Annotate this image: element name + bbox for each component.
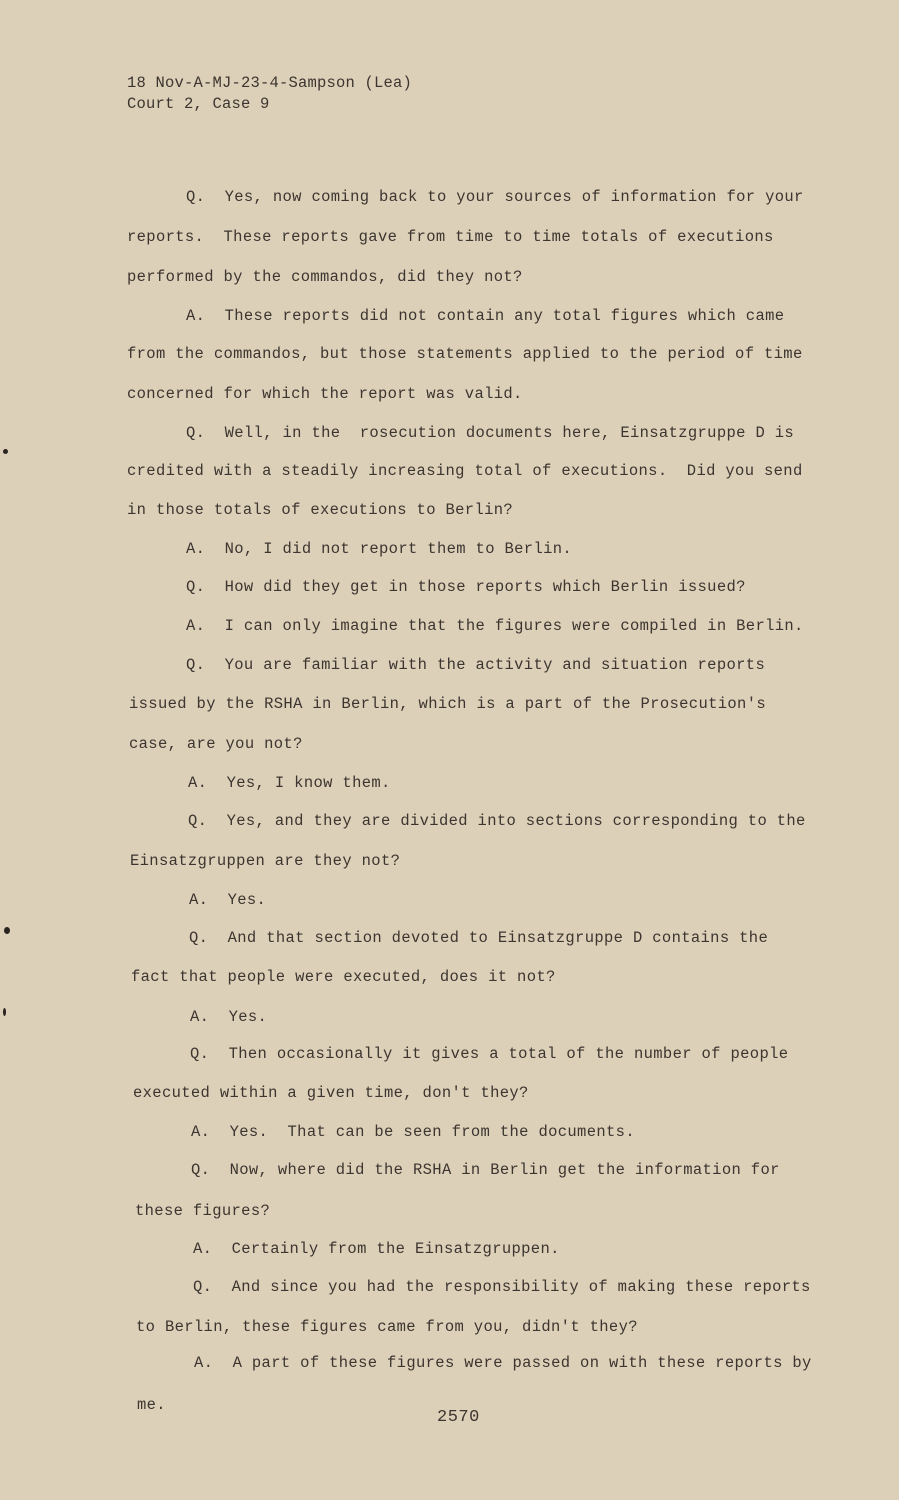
transcript-line: Q. Well, in the rosecution documents here, Einsatzgruppe D is: [186, 424, 795, 442]
transcript-line: executed within a given time, don't they?: [133, 1084, 529, 1102]
transcript-line: A. Yes.: [190, 1008, 268, 1026]
transcript-line: Q. And that section devoted to Einsatzgruppe D contains the: [189, 929, 769, 947]
transcript-line: these figures?: [135, 1202, 271, 1220]
header-reference: 18 Nov-A-MJ-23-4-Sampson (Lea): [127, 74, 413, 92]
transcript-line: A. Yes. That can be seen from the documents.: [191, 1123, 635, 1141]
transcript-line: Q. Yes, and they are divided into sections corresponding to the: [188, 812, 806, 830]
transcript-line: A. I can only imagine that the figures were compiled in Berlin.: [186, 617, 804, 635]
transcript-line: Einsatzgruppen are they not?: [130, 852, 401, 870]
transcript-line: A. Yes, I know them.: [188, 774, 391, 792]
transcript-line: credited with a steadily increasing total of executions. Did you send: [127, 462, 803, 480]
transcript-line: Q. Yes, now coming back to your sources of information for your: [186, 188, 804, 206]
transcript-line: case, are you not?: [129, 735, 303, 753]
punch-mark: [3, 449, 8, 454]
transcript-line: reports. These reports gave from time to time totals of executions: [127, 228, 774, 246]
transcript-line: me.: [137, 1396, 166, 1414]
transcript-line: Q. Now, where did the RSHA in Berlin get the information for: [191, 1161, 780, 1179]
transcript-line: performed by the commandos, did they not?: [127, 268, 523, 286]
transcript-line: A. These reports did not contain any total figures which came: [186, 307, 785, 325]
punch-mark: [3, 1008, 6, 1016]
transcript-line: Q. How did they get in those reports which Berlin issued?: [186, 578, 746, 596]
document-header: [127, 73, 412, 115]
punch-mark: [4, 927, 10, 934]
transcript-line: Q. Then occasionally it gives a total of the number of people: [190, 1045, 789, 1063]
transcript-line: A. Certainly from the Einsatzgruppen.: [193, 1240, 560, 1258]
transcript-line: A. No, I did not report them to Berlin.: [186, 540, 573, 558]
transcript-line: in those totals of executions to Berlin?: [127, 501, 514, 519]
page-number: 2570: [437, 1408, 480, 1427]
transcript-line: from the commandos, but those statements applied to the period of time: [127, 345, 803, 363]
transcript-line: Q. You are familiar with the activity and situation reports: [186, 656, 766, 674]
transcript-line: fact that people were executed, does it not?: [131, 968, 556, 986]
transcript-line: A. A part of these figures were passed on with these reports by: [194, 1354, 812, 1372]
transcript-line: concerned for which the report was valid.: [127, 385, 523, 403]
header-court-case: Court 2, Case 9: [127, 95, 270, 113]
transcript-line: to Berlin, these figures came from you, didn't they?: [136, 1318, 638, 1336]
transcript-line: issued by the RSHA in Berlin, which is a part of the Prosecution's: [129, 695, 766, 713]
transcript-line: Q. And since you had the responsibility of making these reports: [193, 1278, 811, 1296]
transcript-line: A. Yes.: [189, 891, 267, 909]
